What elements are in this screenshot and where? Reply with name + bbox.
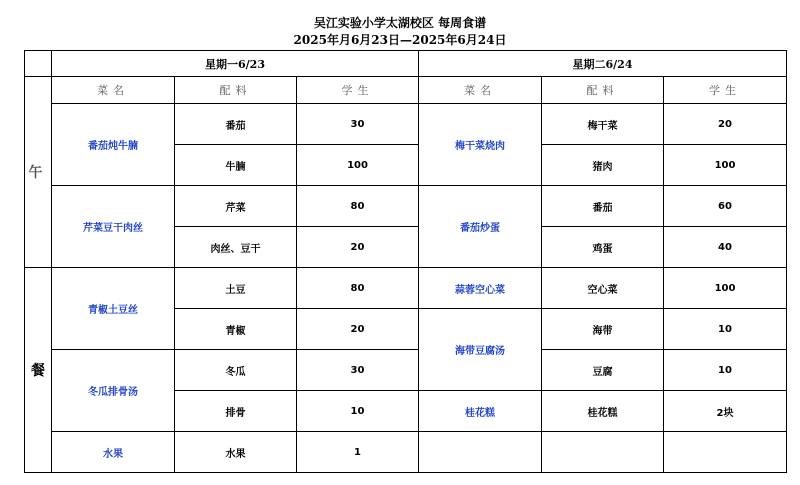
ingredient-cell: 土豆 <box>175 268 297 309</box>
ingredient-cell: 牛腩 <box>175 145 297 186</box>
dish-name: 番茄炖牛腩 <box>52 104 175 186</box>
empty-cell <box>542 432 664 473</box>
dish-name: 海带豆腐汤 <box>419 309 542 391</box>
ingredient-cell: 番茄 <box>542 186 664 227</box>
ingredient-cell: 梅干菜 <box>542 104 664 145</box>
dish-name: 梅干菜烧肉 <box>419 104 542 186</box>
corner-cell <box>25 51 52 77</box>
dish-name: 番茄炒蛋 <box>419 186 542 268</box>
ingredient-cell: 芹菜 <box>175 186 297 227</box>
student-quantity-cell: 100 <box>664 268 787 309</box>
student-quantity-cell: 30 <box>297 350 419 391</box>
meal-label-meal: 餐 <box>25 268 52 473</box>
student-quantity-cell: 20 <box>664 104 787 145</box>
ingredient-cell: 肉丝、豆干 <box>175 227 297 268</box>
page-title: 吴江实验小学太湖校区 每周食谱 <box>313 16 487 30</box>
student-quantity-cell: 1 <box>297 432 419 473</box>
ingredient-cell: 豆腐 <box>542 350 664 391</box>
ingredient-cell: 海带 <box>542 309 664 350</box>
ingredient-cell: 番茄 <box>175 104 297 145</box>
ingredient-cell: 鸡蛋 <box>542 227 664 268</box>
meal-label-noon: 午 <box>25 77 52 268</box>
student-quantity-cell: 60 <box>664 186 787 227</box>
dish-name: 桂花糕 <box>419 391 542 432</box>
student-quantity-cell: 20 <box>297 227 419 268</box>
column-header-ingredient: 配料 <box>542 77 664 104</box>
student-quantity-cell: 80 <box>297 186 419 227</box>
ingredient-cell: 桂花糕 <box>542 391 664 432</box>
ingredient-cell: 猪肉 <box>542 145 664 186</box>
dish-name: 芹菜豆干肉丝 <box>52 186 175 268</box>
ingredient-cell: 水果 <box>175 432 297 473</box>
date-range: 2025年月6月23日—2025年6月24日 <box>293 33 507 47</box>
student-quantity-cell: 10 <box>664 350 787 391</box>
ingredient-cell: 排骨 <box>175 391 297 432</box>
ingredient-cell: 冬瓜 <box>175 350 297 391</box>
ingredient-cell: 空心菜 <box>542 268 664 309</box>
student-quantity-cell: 2块 <box>664 391 787 432</box>
dish-name: 蒜蓉空心菜 <box>419 268 542 309</box>
dish-name: 水果 <box>52 432 175 473</box>
student-quantity-cell: 100 <box>297 145 419 186</box>
empty-cell <box>419 432 542 473</box>
student-quantity-cell: 10 <box>664 309 787 350</box>
day-header-tuesday: 星期二6/24 <box>419 51 787 77</box>
weekly-menu-table <box>24 50 787 473</box>
column-header-student: 学生 <box>297 77 419 104</box>
column-header-ingredient: 配料 <box>175 77 297 104</box>
student-quantity-cell: 80 <box>297 268 419 309</box>
dish-name: 青椒土豆丝 <box>52 268 175 350</box>
day-header-monday: 星期一6/23 <box>52 51 419 77</box>
column-header-student: 学生 <box>664 77 787 104</box>
student-quantity-cell: 10 <box>297 391 419 432</box>
column-header-dish: 菜名 <box>52 77 175 104</box>
student-quantity-cell: 20 <box>297 309 419 350</box>
column-header-dish: 菜名 <box>419 77 542 104</box>
ingredient-cell: 青椒 <box>175 309 297 350</box>
empty-cell <box>664 432 787 473</box>
student-quantity-cell: 30 <box>297 104 419 145</box>
student-quantity-cell: 40 <box>664 227 787 268</box>
dish-name: 冬瓜排骨汤 <box>52 350 175 432</box>
student-quantity-cell: 100 <box>664 145 787 186</box>
